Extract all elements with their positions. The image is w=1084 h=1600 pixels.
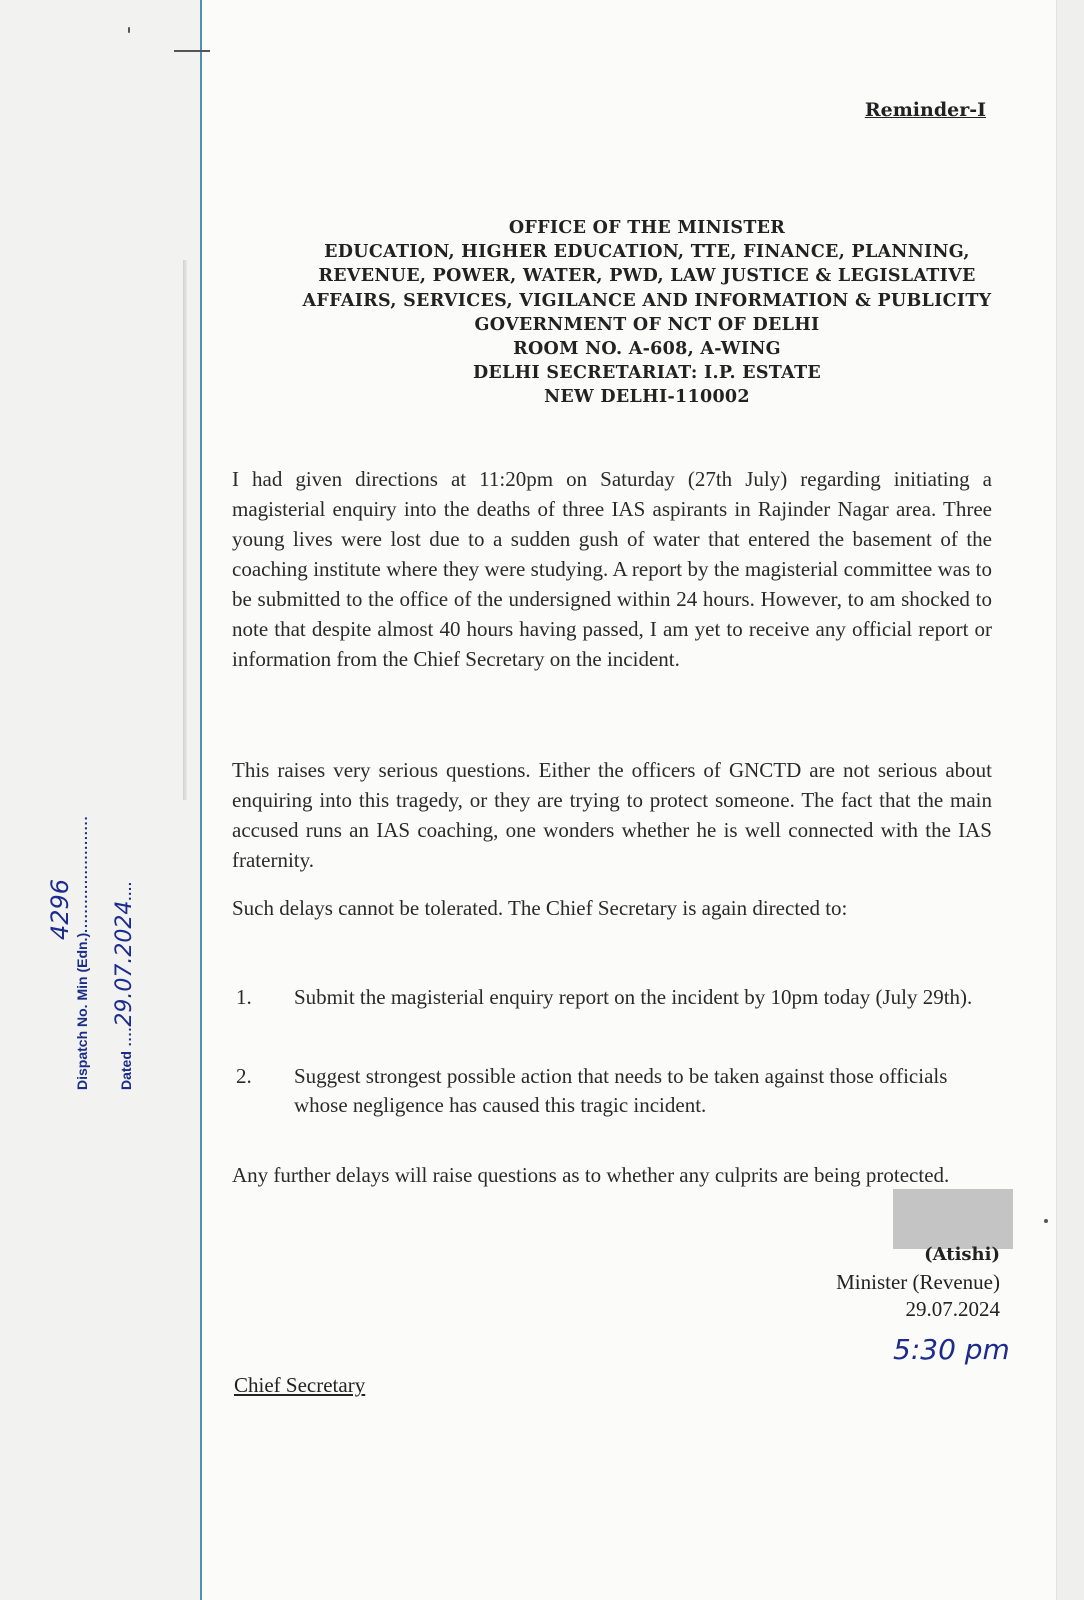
fold-shadow <box>183 260 187 800</box>
dispatch-date-label: Dated <box>118 1051 134 1090</box>
dispatch-date-line <box>112 881 137 1090</box>
letterhead-line: AFFAIRS, SERVICES, VIGILANCE AND INFORMATION & PUBLICITY <box>302 290 992 311</box>
margin-rule <box>200 0 202 1600</box>
body-paragraph: I had given directions at 11:20pm on Saturday (27th July) regarding initiating a magisterial enquiry into the deaths of three IAS aspirants in Rajinder Nagar area. Three young lives were lost due to a sudden gush of water that entered the basement of the coaching institute where they were studying. A report by the magisterial committee was to be submitted to the office of the undersigned within 24 hours. However, to am shocked to note that despite almost 40 hours having passed, I am yet to receive any official report or information from the Chief Secretary on the incident. <box>232 467 992 671</box>
page-edge <box>1056 0 1084 1600</box>
dispatch-number-label: Dispatch No. Min (Edn.) <box>74 932 90 1090</box>
dotted-rule: .... <box>118 881 134 901</box>
direction-number: 1. <box>236 985 252 1009</box>
dispatch-number-line <box>74 816 90 1090</box>
recipient: Chief Secretary <box>234 1373 366 1397</box>
reminder-label: Reminder-I <box>864 99 986 121</box>
letterhead-line: EDUCATION, HIGHER EDUCATION, TTE, FINANCE, PLANNING, <box>324 242 970 263</box>
direction-number: 2. <box>236 1064 252 1088</box>
dispatch-stamp <box>34 780 154 1090</box>
dotted-rule: .... <box>118 1026 134 1052</box>
body-paragraph: This raises very serious questions. Either the officers of GNCTD are not serious about enquiring into this tragedy, or they are trying to protect someone. The fact that the main accused runs an IAS coaching, one wonders whether he is well connected with the IAS fraternity. <box>232 758 992 872</box>
letterhead-line: GOVERNMENT OF NCT OF DELHI <box>474 314 820 335</box>
direction-text: Submit the magisterial enquiry report on the incident by 10pm today (July 29th). <box>294 985 973 1009</box>
letterhead-line: DELHI SECRETARIAT: I.P. ESTATE <box>472 363 822 384</box>
letterhead-line: NEW DELHI-110002 <box>544 387 750 408</box>
signatory-name: (Atishi) <box>924 1244 1000 1265</box>
signatory-title: Minister (Revenue) <box>836 1270 1000 1294</box>
redacted-signature <box>893 1189 1013 1249</box>
letterhead-line: OFFICE OF THE MINISTER <box>508 218 786 238</box>
closing-paragraph: Any further delays will raise questions as to whether any culprits are being protected. <box>232 1163 950 1187</box>
handwritten-time: 5:30 pm <box>893 1333 1010 1366</box>
letterhead-line: REVENUE, POWER, WATER, PWD, LAW JUSTICE & LEGISLATIVE <box>318 266 976 287</box>
body-paragraph: Such delays cannot be tolerated. The Chief Secretary is again directed to: <box>232 896 848 920</box>
dotted-rule: ........................ <box>74 815 90 933</box>
signature-date: 29.07.2024 <box>905 1297 1000 1321</box>
dispatch-date-handwritten: 29.07.2024 <box>112 900 137 1027</box>
paper-speck <box>1044 1219 1048 1223</box>
direction-text: Suggest strongest possible action that needs to be taken against those officials whose negligence has caused this tragic incident. <box>294 1064 948 1117</box>
margin-tick <box>174 50 210 52</box>
dispatch-number-handwritten: 4296 <box>46 878 74 940</box>
office-letterhead <box>262 216 1032 410</box>
letterhead-line: ROOM NO. A-608, A-WING <box>513 339 781 360</box>
paper-speck <box>128 27 130 33</box>
